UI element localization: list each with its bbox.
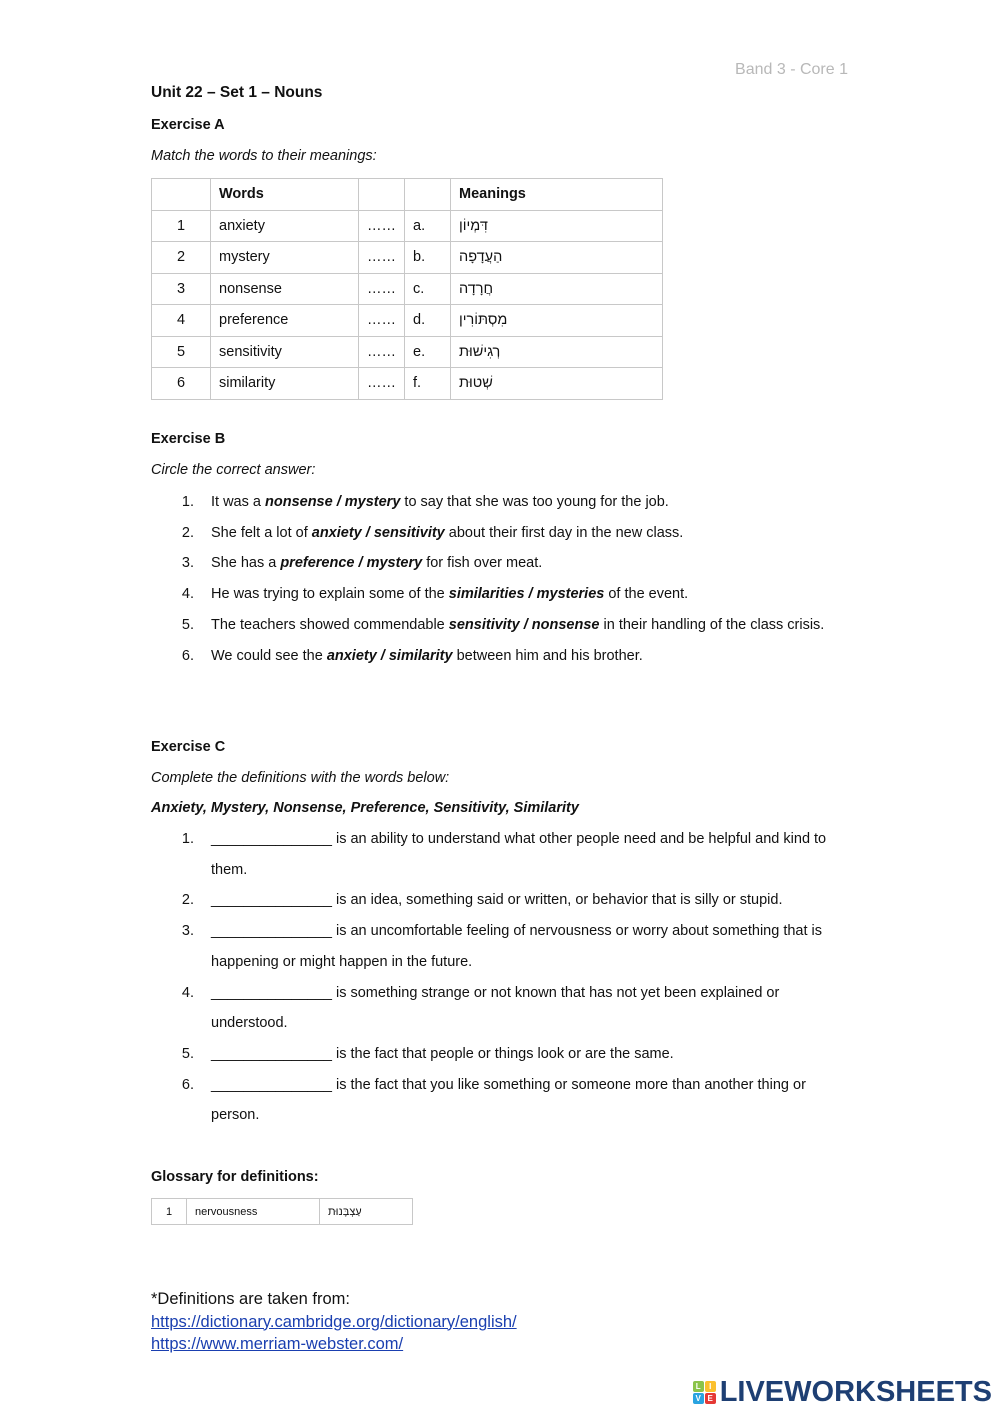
table-row (152, 242, 663, 274)
meaning-cell: רְגִישׁוּת (451, 336, 663, 368)
row-number: 3 (152, 273, 211, 305)
definition-text: _______________ is an ability to understand what other people need and be helpful and kind to them. (211, 831, 827, 878)
letter-cell: c. (405, 273, 451, 305)
meaning-cell: שְׁטוּת (451, 368, 663, 400)
item-post: to say that she was too young for the job. (400, 494, 669, 510)
header-band: Band 3 - Core 1 (735, 61, 848, 78)
word-cell: nonsense (211, 273, 359, 305)
page-title: Unit 22 – Set 1 – Nouns (151, 84, 323, 101)
meaning-cell: מִסְתּוֹרִין (451, 305, 663, 337)
definition-text: _______________ is the fact that you like something or someone more than another thing or person. (211, 1076, 806, 1124)
table-row (152, 210, 663, 242)
answer-blank[interactable]: …… (359, 368, 405, 400)
exercise-c-instruction: Complete the definitions with the words below: (151, 770, 450, 786)
meaning-cell: דִּמְיוֹן (451, 210, 663, 242)
exercise-b-instruction: Circle the correct answer: (151, 462, 316, 478)
item-text (211, 487, 861, 518)
exercise-a-instruction: Match the words to their meanings: (151, 148, 377, 164)
item-number: 6. (181, 1076, 194, 1093)
letter-cell: a. (405, 210, 451, 242)
answer-choices[interactable]: anxiety / similarity (326, 647, 453, 664)
definition-text: _______________ is something strange or not known that has not yet been explained or understood. (211, 984, 780, 1032)
item-number: 6. (181, 647, 194, 664)
answer-blank[interactable]: …… (359, 210, 405, 242)
item-pre: She has a (211, 555, 281, 572)
item-post: of the event. (604, 586, 689, 603)
item-post: about their first day in the new class. (444, 524, 684, 541)
definition-text: _______________ is an uncomfortable feeling of nervousness or worry about something that is happening or might happen in the future. (211, 923, 823, 970)
glossary-num: 1 (152, 1199, 187, 1225)
list-item (151, 978, 861, 1039)
letter-cell: f. (405, 368, 451, 400)
item-pre: We could see the (211, 647, 327, 664)
logo-tile: E (705, 1393, 716, 1404)
item-number: 1. (181, 831, 194, 847)
word-cell: preference (211, 305, 359, 337)
word-bank: Anxiety, Mystery, Nonsense, Preference, Sensitivity, Similarity (151, 800, 579, 816)
item-pre: He was trying to explain some of the (211, 586, 449, 603)
item-text (211, 641, 861, 672)
table-row (152, 336, 663, 368)
merriam-webster-link[interactable]: https://www.merriam-webster.com/ (151, 1335, 404, 1353)
answer-choices[interactable]: sensitivity / nonsense (448, 616, 600, 633)
item-text (211, 579, 861, 610)
answer-blank[interactable]: …… (359, 242, 405, 274)
item-number: 1. (181, 494, 194, 510)
table-header-row (152, 179, 663, 211)
answer-blank[interactable]: …… (359, 336, 405, 368)
glossary-meaning: עַצְבָּנוּת (320, 1199, 413, 1225)
meaning-cell: הַעֲדָפָה (451, 242, 663, 274)
logo-tile: I (705, 1381, 716, 1392)
answer-choices[interactable]: preference / mystery (280, 555, 423, 572)
item-number: 5. (181, 1045, 194, 1062)
list-item (151, 824, 861, 885)
letter-cell: d. (405, 305, 451, 337)
list-item (151, 916, 861, 977)
item-number: 3. (181, 923, 194, 940)
item-pre: It was a (211, 494, 265, 510)
item-number: 3. (181, 555, 194, 572)
table-row (152, 273, 663, 305)
exercise-b-heading: Exercise B (151, 431, 226, 447)
cambridge-link[interactable]: https://dictionary.cambridge.org/dictionary/english/ (151, 1312, 517, 1331)
list-item (151, 487, 861, 518)
answer-choices[interactable]: nonsense / mystery (265, 494, 401, 510)
logo-tiles-icon (693, 1381, 716, 1404)
row-number: 4 (152, 305, 211, 337)
word-cell: sensitivity (211, 336, 359, 368)
answer-choices[interactable]: anxiety / sensitivity (311, 524, 445, 541)
row-number: 5 (152, 336, 211, 368)
item-number: 4. (181, 984, 194, 1001)
item-text (211, 518, 861, 549)
item-post: for fish over meat. (422, 555, 543, 572)
meaning-cell: חֲרָדָה (451, 273, 663, 305)
item-text (211, 610, 861, 641)
list-item (151, 1039, 861, 1070)
liveworksheets-logo (693, 1376, 992, 1409)
answer-choices[interactable]: similarities / mysteries (448, 586, 605, 603)
answer-blank[interactable]: …… (359, 305, 405, 337)
item-post: in their handling of the class crisis. (599, 616, 825, 633)
table-row (152, 368, 663, 400)
sources-note: *Definitions are taken from: (151, 1290, 351, 1308)
item-pre: The teachers showed commendable (211, 616, 449, 633)
footer-sources (151, 1288, 517, 1356)
item-number: 4. (181, 586, 194, 603)
letter-cell: e. (405, 336, 451, 368)
word-cell: mystery (211, 242, 359, 274)
item-text (211, 548, 861, 579)
glossary-table (151, 1198, 413, 1225)
col-words: Words (211, 179, 359, 211)
answer-blank[interactable]: …… (359, 273, 405, 305)
item-number: 5. (181, 616, 194, 633)
row-number: 6 (152, 368, 211, 400)
exercise-c-heading: Exercise C (151, 739, 226, 755)
col-meanings: Meanings (451, 179, 663, 211)
letter-cell: b. (405, 242, 451, 274)
list-item (151, 579, 861, 610)
table-row (152, 305, 663, 337)
logo-text: LIVEWORKSHEETS (719, 1376, 992, 1408)
logo-tile: V (693, 1393, 704, 1404)
table-row (152, 1199, 413, 1225)
logo-tile: L (693, 1381, 704, 1392)
row-number: 2 (152, 242, 211, 274)
item-number: 2. (181, 524, 194, 541)
word-cell: similarity (211, 368, 359, 400)
item-number: 2. (181, 892, 194, 909)
row-number: 1 (152, 210, 211, 242)
matching-table (151, 178, 663, 400)
item-pre: She felt a lot of (211, 524, 312, 541)
exercise-c-list (151, 824, 861, 1131)
exercise-a-heading: Exercise A (151, 117, 225, 133)
definition-text: _______________ is an idea, something said or written, or behavior that is silly or stupid. (211, 892, 783, 909)
list-item (151, 518, 861, 549)
list-item (151, 610, 861, 641)
glossary-word: nervousness (187, 1199, 320, 1225)
word-cell: anxiety (211, 210, 359, 242)
item-post: between him and his brother. (452, 647, 643, 664)
list-item (151, 885, 861, 916)
definition-text: _______________ is the fact that people or things look or are the same. (211, 1045, 674, 1062)
list-item (151, 1070, 861, 1131)
glossary-heading: Glossary for definitions: (151, 1169, 319, 1185)
list-item (151, 548, 861, 579)
list-item (151, 641, 861, 672)
exercise-b-list (151, 487, 861, 671)
